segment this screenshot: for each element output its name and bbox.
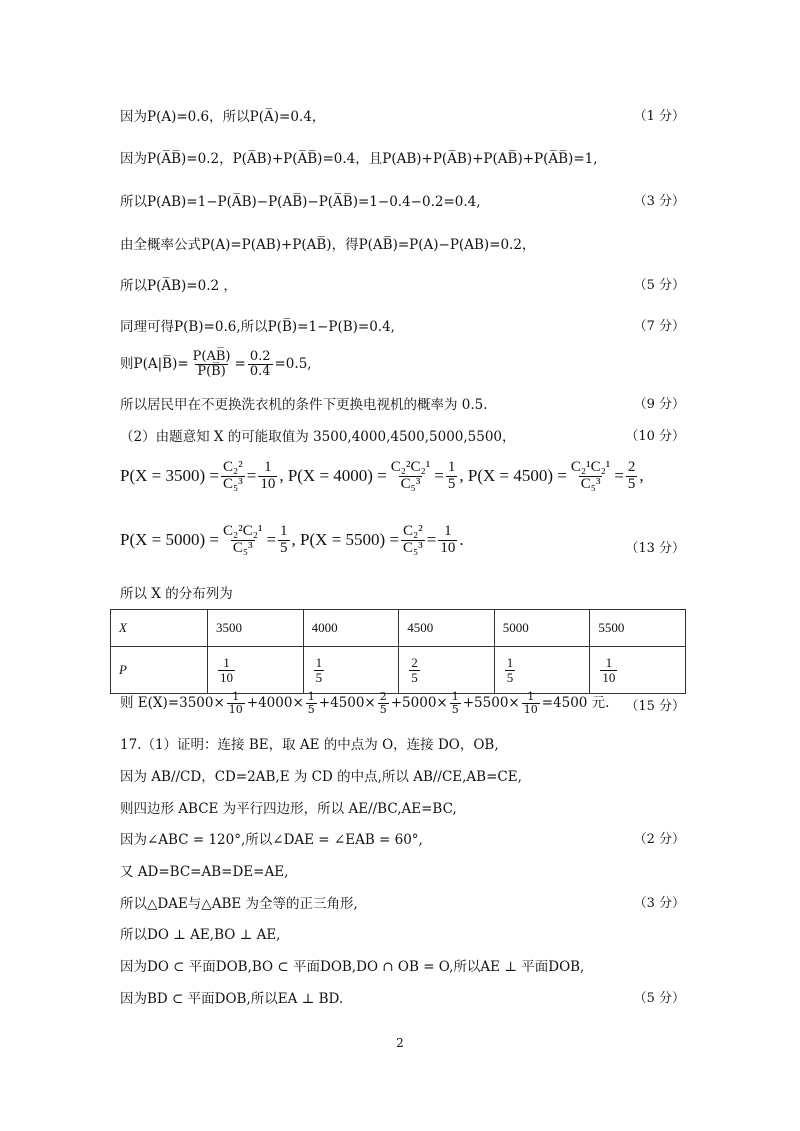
fraction-num: C₂²C₂¹ [222, 523, 263, 539]
line-13: 因为 AB//CD，CD=2AB,E 为 CD 的中点,所以 AB//CE,AB=CE, [120, 769, 522, 785]
table-header-x: X [111, 610, 208, 647]
fraction-p5000-comb [221, 524, 264, 557]
line-8: 所以居民甲在不更换洗衣机的条件下更换电视机的概率为 0.5. [120, 397, 488, 413]
expectation-prefix: 则 E(X)=3500× [120, 695, 225, 712]
fraction-num: 2 [411, 654, 418, 670]
score-10: （10 分） [625, 429, 685, 444]
score-5b: （5 分） [633, 991, 685, 1006]
fraction-den: C₅³ [580, 475, 601, 492]
fraction [600, 656, 617, 684]
line-10: 所以 X 的分布列为 [120, 586, 233, 602]
line-1: 因为P(A)=0.6，所以P(A̅)=0.4， [120, 109, 326, 125]
fraction-den: 10 [440, 539, 456, 556]
line-4: 由全概率公式P(A)=P(AB)+P(AB̅)，得P(AB̅)=P(A)−P(AB)=0.2， [120, 237, 536, 253]
fraction [409, 656, 420, 684]
table-cell-x: 4000 [303, 610, 399, 647]
fraction-conditional [191, 350, 233, 378]
probability-row-2 [120, 524, 464, 557]
fraction-den: 5 [627, 475, 636, 492]
line-5: 所以P(A̅B)=0.2 ， [120, 278, 237, 294]
fraction-den: 10 [220, 669, 233, 685]
fraction-p5500-comb [401, 524, 425, 557]
fraction-den: 5 [280, 539, 288, 556]
fraction [314, 656, 325, 684]
fraction-num: 1 [447, 459, 456, 475]
table-cell-p [208, 647, 304, 694]
expectation-tail: =4500 元. [541, 695, 610, 712]
fraction-num: 1 [605, 654, 613, 670]
line-7-prefix: 则P(A|B̅)= [120, 356, 189, 373]
line-7 [120, 350, 312, 378]
equals: = [434, 466, 444, 486]
line-7-tail: =0.5, [274, 356, 312, 373]
fraction [306, 691, 317, 715]
line-12: 17.（1）证明：连接 BE，取 AE 的中点为 O，连接 DO，OB, [120, 737, 499, 753]
line-20: 因为BD ⊂ 平面DOB,所以EA ⊥ BD. [120, 991, 344, 1007]
line-15: 因为∠ABC = 120°,所以∠DAE = ∠EAB = 60°, [120, 832, 423, 848]
table-cell-p [494, 647, 590, 694]
fraction-den: 5 [379, 702, 387, 716]
expectation-term: +4000× [246, 695, 304, 712]
table-cell-x: 4500 [399, 610, 495, 647]
fraction-den: C₅³ [232, 539, 253, 556]
fraction-den: P(B̅) [197, 363, 226, 379]
fraction [450, 691, 461, 715]
fraction-num: 1 [307, 690, 315, 703]
fraction-den: 10 [260, 475, 276, 492]
fraction-den: C₅³ [222, 475, 243, 492]
line-18: 所以DO ⊥ AE,BO ⊥ AE, [120, 927, 281, 943]
expectation-term: +4500× [318, 695, 376, 712]
fraction-den: 10 [228, 702, 243, 716]
fraction [218, 656, 235, 684]
score-5: （5 分） [633, 278, 685, 293]
fraction-den: 5 [307, 702, 315, 716]
fraction-num: P(AB̅) [192, 349, 231, 364]
score-15: （15 分） [625, 699, 685, 714]
table-cell-x: 5500 [590, 610, 686, 647]
equals: = [426, 530, 437, 550]
p5500-label: , P(X = 5500) = [291, 530, 400, 550]
expectation-term: +5500× [462, 695, 520, 712]
probability-row-1 [120, 460, 644, 493]
period: . [459, 530, 464, 550]
fraction-value [248, 350, 273, 378]
equals: = [246, 466, 257, 486]
fraction-num: C₂²C₂¹ [390, 459, 431, 475]
score-3: （3 分） [633, 194, 685, 209]
page-number: 2 [396, 1036, 404, 1050]
fraction-p4000-value [446, 460, 458, 493]
comma: , [639, 466, 644, 486]
line-11 [120, 691, 609, 715]
fraction-den: 10 [523, 702, 538, 716]
fraction-num: C₂² [403, 523, 423, 539]
table-cell-x: 3500 [208, 610, 304, 647]
fraction-p4000-comb [389, 460, 432, 493]
fraction-num: 1 [527, 690, 535, 703]
line-14: 则四边形 ABCE 为平行四边形，所以 AE//BC,AE=BC, [120, 801, 457, 817]
fraction-den: 5 [411, 669, 418, 685]
expectation-term: +5000× [390, 695, 448, 712]
p4500-label: , P(X = 4500) = [459, 466, 567, 486]
equals: = [614, 466, 624, 486]
fraction [227, 691, 245, 715]
p5000-label: P(X = 5000) = [120, 530, 219, 550]
line-17: 所以△DAE与△ABE 为全等的正三角形, [120, 896, 358, 912]
fraction-p5000-value [278, 524, 290, 557]
fraction-num: 1 [315, 654, 323, 670]
fraction-p4500-comb [569, 460, 612, 493]
score-9: （9 分） [633, 397, 685, 412]
line-9: （2）由题意知 X 的可能取值为 3500,4000,4500,5000,5500， [120, 429, 516, 445]
fraction [522, 691, 540, 715]
fraction-den: 5 [447, 475, 456, 492]
fraction-num: 1 [451, 690, 459, 703]
table-cell-x: 5000 [494, 610, 590, 647]
fraction-num: 1 [223, 654, 230, 670]
fraction-den: 5 [451, 702, 459, 716]
fraction-num: C₂² [222, 459, 243, 475]
line-3: 所以P(AB)=1−P(A̅B)−P(AB̅)−P(A̅B̅)=1−0.4−0.2=0.4, [120, 194, 481, 210]
fraction-num: 1 [506, 654, 514, 670]
fraction-p3500-value [258, 460, 277, 493]
fraction-num: C₂¹C₂¹ [570, 459, 611, 475]
equals: = [234, 356, 246, 373]
score-2: （2 分） [633, 832, 685, 847]
fraction-num: 0.2 [249, 349, 271, 364]
table-row-x [111, 610, 686, 647]
table-cell-p [303, 647, 399, 694]
p4000-label: , P(X = 4000) = [279, 466, 387, 486]
fraction-den: C₅³ [400, 475, 421, 492]
fraction-num: 1 [232, 690, 240, 703]
line-6: 同理可得P(B)=0.6,所以P(B̅)=1−P(B)=0.4, [120, 319, 395, 335]
fraction-den: C₅³ [403, 539, 423, 556]
score-3b: （3 分） [633, 896, 685, 911]
score-13: （13 分） [625, 541, 685, 556]
score-7: （7 分） [633, 319, 685, 334]
fraction-num: 2 [627, 459, 636, 475]
fraction-num: 2 [379, 690, 387, 703]
fraction [505, 656, 516, 684]
fraction-den: 10 [602, 669, 616, 685]
fraction [378, 691, 389, 715]
line-2: 因为P(A̅B̅)=0.2，P(A̅B)+P(A̅B̅)=0.4，且P(AB)+P(A̅B)+P(AB̅)+P(A̅B̅)=1, [120, 151, 598, 167]
fraction-den: 5 [315, 669, 323, 685]
table-cell-p [399, 647, 495, 694]
line-19: 因为DO ⊂ 平面DOB,BO ⊂ 平面DOB,DO ∩ OB = O,所以AE ⊥ 平面DOB, [120, 959, 585, 975]
distribution-table [110, 609, 686, 694]
p3500-label: P(X = 3500) = [120, 466, 219, 486]
fraction-num: 1 [280, 523, 288, 539]
table-cell-p [590, 647, 686, 694]
line-16: 又 AD=BC=AB=DE=AE, [120, 864, 289, 880]
fraction-p5500-value [438, 524, 457, 557]
fraction-den: 0.4 [249, 363, 271, 379]
fraction-p4500-value [626, 460, 638, 493]
equals: = [266, 530, 277, 550]
fraction-den: 5 [506, 669, 514, 685]
table-row-p [111, 647, 686, 694]
fraction-p3500-comb [221, 460, 245, 493]
table-header-p: P [111, 647, 208, 694]
score-1: （1 分） [633, 109, 685, 124]
fraction-num: 1 [264, 459, 272, 475]
fraction-num: 1 [444, 523, 452, 539]
